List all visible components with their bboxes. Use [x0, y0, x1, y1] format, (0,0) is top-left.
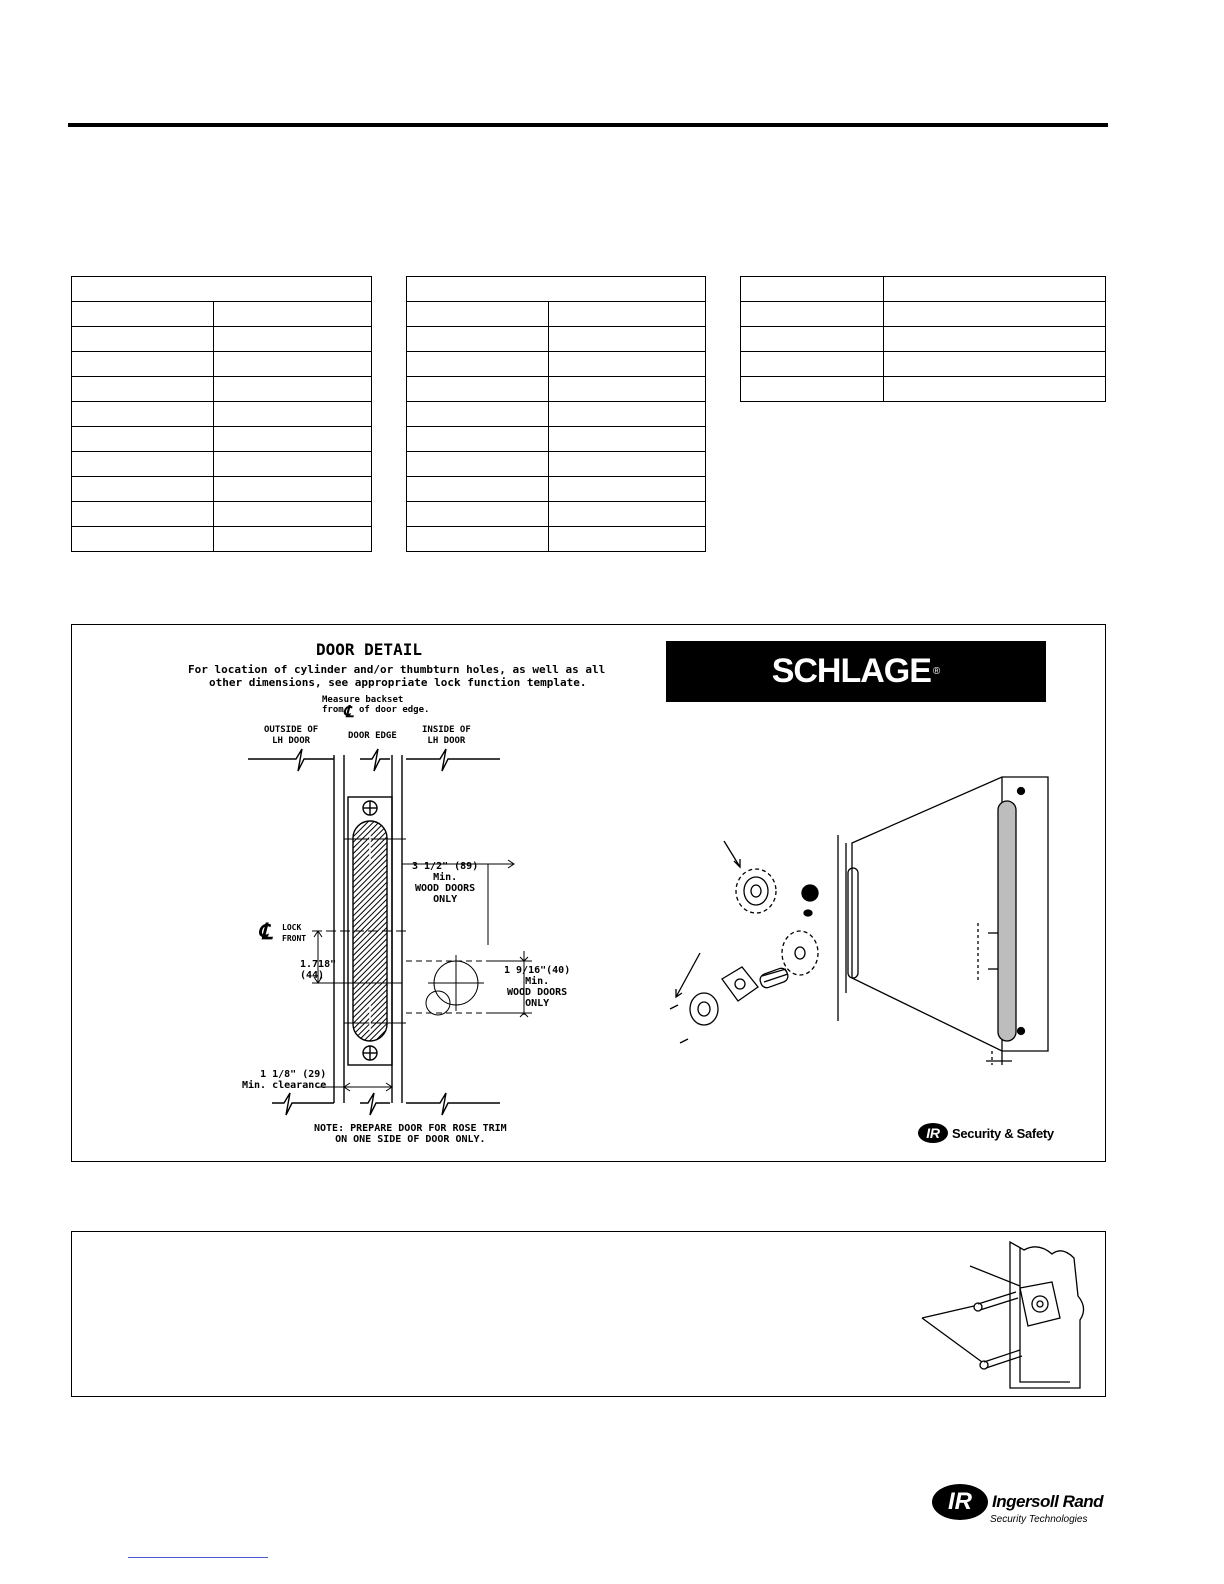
table-middle	[406, 276, 706, 552]
dim-3-half-label: 3 1/2" (89) Min. WOOD DOORS ONLY	[412, 861, 479, 905]
table-row	[72, 527, 372, 552]
table-row	[72, 502, 372, 527]
lock-front-label: LOCK FRONT	[282, 923, 307, 943]
door-detail-note-1: For location of cylinder and/or thumbturn holes, as well as all	[188, 663, 606, 676]
table-row	[72, 277, 372, 302]
header-rule	[68, 123, 1108, 127]
table-row	[407, 427, 706, 452]
security-safety-logo	[918, 1123, 1054, 1143]
ir-footer-badge: IR	[932, 1484, 988, 1520]
door-detail-note-2: other dimensions, see appropriate lock function template.	[209, 676, 587, 689]
company-name: Ingersoll Rand	[992, 1492, 1104, 1511]
company-division: Security Technologies	[990, 1514, 1088, 1525]
table-row	[72, 327, 372, 352]
table-row	[407, 452, 706, 477]
inside-door-label: INSIDE OF LH DOOR	[422, 725, 471, 746]
lock-exploded-illustration	[662, 773, 1062, 1073]
dim-1-1-8-label: 1 1/8" (29) Min. clearance	[242, 1069, 327, 1091]
table-row	[407, 352, 706, 377]
table-row	[72, 302, 372, 327]
ir-badge: IR	[918, 1123, 948, 1143]
dim-1718-label: 1.718" (44)	[300, 959, 337, 981]
table-right	[740, 276, 1106, 402]
ingersoll-rand-logo	[932, 1484, 1107, 1534]
table-row	[741, 377, 1106, 402]
table-row	[72, 402, 372, 427]
footer-link-underline[interactable]	[128, 1557, 268, 1558]
table-left	[71, 276, 372, 552]
table-row	[741, 327, 1106, 352]
table-row	[72, 452, 372, 477]
backset-note-2: from	[322, 705, 344, 715]
table-row	[407, 402, 706, 427]
outside-door-label: OUTSIDE OF LH DOOR	[264, 725, 319, 746]
svg-text:℄: ℄	[343, 702, 354, 721]
svg-text:℄: ℄	[258, 919, 273, 945]
table-row	[407, 302, 706, 327]
door-edge-label: DOOR EDGE	[348, 731, 397, 741]
table-row	[72, 477, 372, 502]
table-row	[407, 477, 706, 502]
table-row	[741, 352, 1106, 377]
table-row	[407, 527, 706, 552]
door-detail-title: DOOR DETAIL	[316, 640, 422, 659]
backset-note-1: Measure backset	[322, 695, 404, 705]
door-detail-panel	[71, 624, 1106, 1162]
table-row	[407, 277, 706, 302]
table-row	[741, 302, 1106, 327]
schlage-wordmark: SCHLAGE	[771, 652, 931, 690]
table-row	[741, 277, 1106, 302]
prep-note: NOTE: PREPARE DOOR FOR ROSE TRIM ON ONE SIDE OF DOOR ONLY.	[314, 1123, 507, 1145]
backset-note-3: of door edge.	[359, 705, 430, 715]
table-row	[407, 327, 706, 352]
table-row	[72, 352, 372, 377]
strike-pins-illustration	[912, 1238, 1102, 1394]
table-row	[407, 502, 706, 527]
dim-1-9-16-label: 1 9/16"(40) Min. WOOD DOORS ONLY	[504, 965, 571, 1009]
security-safety-text: Security & Safety	[952, 1125, 1054, 1141]
table-row	[72, 427, 372, 452]
installation-panel	[71, 1231, 1106, 1397]
schlage-logo	[666, 641, 1046, 702]
registered-mark: ®	[932, 666, 941, 677]
table-row	[407, 377, 706, 402]
table-row	[72, 377, 372, 402]
